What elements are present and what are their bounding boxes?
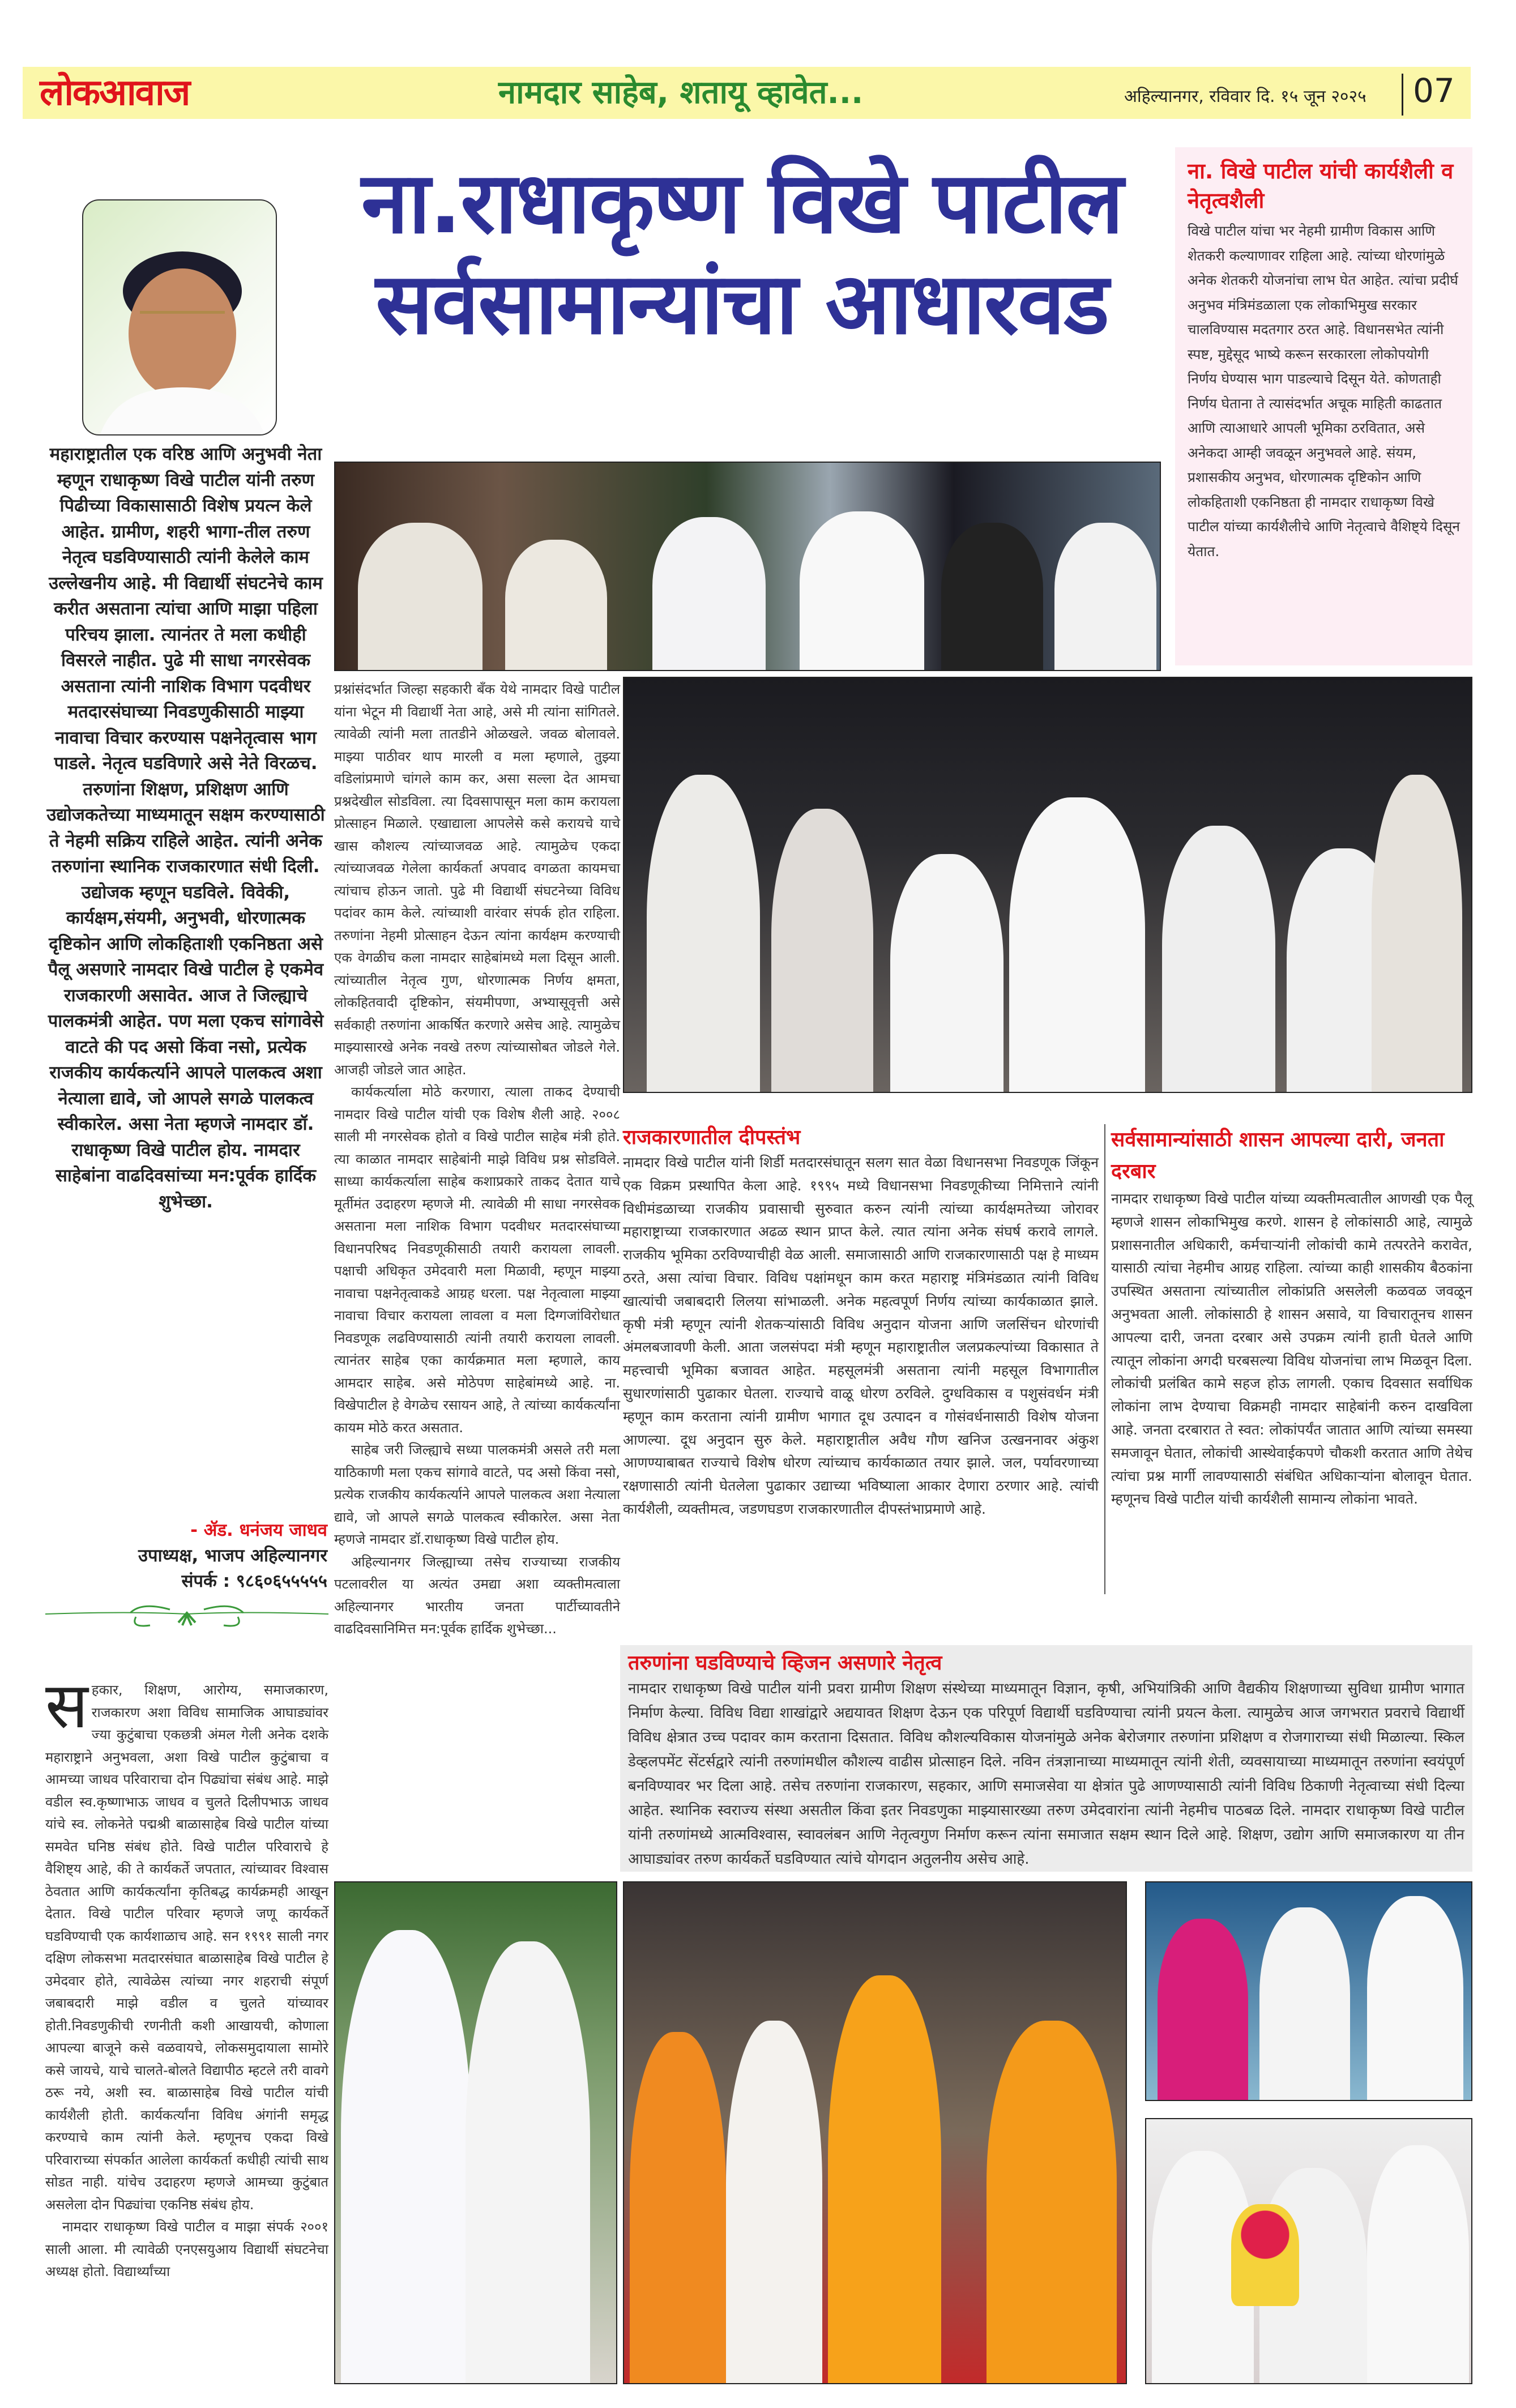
main-headline xyxy=(334,153,1150,355)
sidebar-box-workstyle xyxy=(1175,147,1472,665)
column-divider xyxy=(1104,1124,1105,1594)
section-body-political-beacon: नामदार विखे पाटील यांनी शिर्डी मतदारसंघातून सलग सात वेळा विधानसभा निवडणूक जिंकून एक विक्रम प्रस्थापित केला आहे. १९९५ मध्ये विधानसभा निवडणूकीच्या निमित्ताने त्यांनी विधीमंडळाच्या राजकीय प्रवासाची सुरुवात करुन त्यांनी त्यांच्या कार्यक्षमतेच्या जोरावर महाराष्ट्राच्या राजकारणात अढळ स्थान प्राप्त केले. त्यात त्यांना अनेक संघर्ष करावे लागले. राजकीय भूमिका ठरविण्याचीही वेळ आली. समाजासाठी आणि राजकारणासाठी पक्ष हे माध्यम ठरते, असा त्यांचा विचार. विविध पक्षांमधून काम करत महाराष्ट्र मंत्रिमंडळात त्यांनी विविध खात्यांची जबाबदारी लिलया सांभाळली. अनेक महत्वपूर्ण निर्णय त्यांच्या कार्यकाळात झाले. कृषी मंत्री म्हणून त्यांनी शेतकऱ्यांसाठी विविध अनुदान योजना आणि जलसिंचन धोरणांची अंमलबजावणी केली. आता जलसंपदा मंत्री म्हणून महाराष्ट्रातील जलप्रकल्पांच्या विकासात ते महत्त्वाची भूमिका बजावत आहेत. महसूलमंत्री असताना त्यांनी महसूल विभागातील सुधारणांसाठी पुढाकार घेतला. राज्याचे वाळू धोरण ठरविले. दुग्धविकास व पशुसंवर्धन मंत्री म्हणून काम करताना त्यांनी ग्रामीण भागात दूध उत्पादन व गोसंवर्धनासाठी विशेष योजना आणल्या. दूध अनुदान सुरु केले. महाराष्ट्रातील अवैध गौण खनिज उत्खननावर अंकुश आणण्याबाबत राज्याचे विशेष धोरण त्यांच्याच कार्यकाळात तयार झाले. जल, पर्यावरणाच्या रक्षणासाठी त्यांनी घेतलेला पुढाकार उद्याच्या भविष्याला आकार देणारा ठरणार आहे. त्यांची कार्यशैली, व्यक्तीमत्व, जडणघडण राजकारणातील दीपस्तंभाप्रमाणे आहे. xyxy=(623,1154,1099,1517)
newspaper-logo: लोकआवाज xyxy=(40,72,190,114)
page-number: 07 xyxy=(1413,71,1455,110)
photo-group-event xyxy=(623,677,1472,1093)
author-portrait-photo xyxy=(82,199,277,436)
section-governance xyxy=(1111,1124,1472,1511)
sidebar-box-body: विखे पाटील यांचा भर नेहमी ग्रामीण विकास आणि शेतकरी कल्याणावर राहिला आहे. त्यांच्या धोरणांमुळे अनेक शेतकरी योजनांचा लाभ घेत आहेत. त्यांचा प्रदीर्घ अनुभव मंत्रिमंडळाला एक लोकाभिमुख सरकार चालविण्यास मदतगार ठरत आहे. विधानसभेत त्यांनी स्पष्ट, मुद्देसूद भाष्ये करून सरकारला लोकोपयोगी निर्णय घेण्यास भाग पाडल्याचे दिसून येते. कोणताही निर्णय घेताना ते त्यासंदर्भात अचूक माहिती काढतात आणि त्याआधारे आपली भूमिका ठरवितात, असे अनेकदा आम्ही जवळून अनुभवले आहे. संयम, प्रशासकीय अनुभव, धोरणात्मक दृष्टिकोन आणि लोकहिताशी एकनिष्ठता ही नामदार राधाकृष्ण विखे पाटील यांच्या कार्यशैलीचे आणि नेतृत्वाचे वैशिष्ट्ये दिसून येतात. xyxy=(1188,223,1460,560)
tribute-contact: संपर्क : ९८६०६५५५५५ xyxy=(181,1571,327,1591)
section-title-youth-leadership: तरुणांना घडविण्याचे व्हिजन असणारे नेतृत्व xyxy=(628,1651,942,1675)
drop-cap: स xyxy=(45,1669,88,1743)
article-mid-para-2: कार्यकर्त्याला मोठे करणारा, त्याला ताकद देण्याची नामदार विखे पाटील यांची एक विशेष शैली आहे. २००८ साली मी नगरसेवक होतो व विखे पाटील साहेब मंत्री होते. त्या काळात नामदार साहेबांनी माझे विविध प्रश्न सोडविले. साध्या कार्यकर्त्याला साहेब कशाप्रकारे ताकद देतात याचे मूर्तीमंत उदाहरण म्हणजे मी. त्यावेळी मी साधा नगरसेवक असताना मला नाशिक विभाग पदवीधर मतदारसंघाच्या विधानपरिषद निवडणूकीसाठी तयारी करायला लावली. पक्षाची अधिकृत उमेदवारी मला मिळावी, म्हणून माझ्या नावाचा पक्षनेतृत्वाकडे आग्रह धरला. पक्ष नेतृत्वाला माझ्या नावाचा विचार करायला लावला व मला दिग्गजांविरोधात निवडणूक लढविण्यासाठी त्यांनी तयारी करायला लावली. त्यानंतर साहेब एका कार्यक्रमात मला म्हणाले, काय आमदार साहेब. असे मोठेपण साहेबांमध्ये आहे. ना. विखेपाटील हे वेगळेच रसायन आहे, ते त्यांच्या कार्यकर्त्यांना कायम मोठे करत असतात. xyxy=(334,1084,620,1436)
article-mid-para-1: प्रश्नांसंदर्भात जिल्हा सहकारी बँक येथे नामदार विखे पाटील यांना भेटून मी विद्यार्थी नेता आहे, असे मी त्यांना सांगितले. त्यावेळी त्यांनी मला तातडीने ओळखले. जवळ बोलावले. माझ्या पाठीवर थाप मारली व मला म्हणाले, तुझ्या वडिलांप्रमाणे चांगले काम कर, असा सल्ला देत आमचा प्रश्नदेखील सोडविला. त्या दिवसापासून मला काम करायला प्रोत्साहन मिळाले. एखाद्याला आपलेसे कसे करायचे याचे खास कौशल्य त्यांच्याजवळ आहे. त्यामुळेच एकदा त्यांच्याजवळ गेलेला कार्यकर्ता अपवाद वगळता कायमचा त्यांचाच होऊन जातो. पुढे मी विद्यार्थी संघटनेच्या विविध पदांवर काम केले. त्यांच्याशी वारंवार संपर्क होत राहिला. तरुणांना नेहमी प्रोत्साहन देऊन त्यांना कार्यक्षम करण्याची एक वेगळीच कला नामदार साहेबांमध्ये मला दिसून आली. त्यांच्यातील नेतृत्व गुण, धोरणात्मक निर्णय क्षमता, लोकहितवादी दृष्टिकोन, संयमीपणा, अभ्यासूवृत्ती असे सर्वकाही तरुणांना आकर्षित करणारे असेच आहे. त्यामुळेच माझ्यासारखे अनेक नवखे तरुण त्यांच्यासोबत जोडले गेले. आजही जोडले जात आहेत. xyxy=(334,681,620,1078)
sidebar-box-title: ना. विखे पाटील यांची कार्यशैली व नेतृत्वशैली xyxy=(1188,159,1454,213)
article-body-left-text: हकार, शिक्षण, आरोग्य, समाजकारण, राजकारण अशा विविध सामाजिक आघाड्यांवर ज्या कुटुंबाचा एकछत्री अंमल गेली अनेक दशके महाराष्ट्राने अनुभवला, अशा विखे पाटील कुटुंबाचा व आमच्या जाधव परिवाराचा दोन पिढ्यांचा संबंध आहे. माझे वडील स्व.कृष्णाभाऊ जाधव व चुलते दिलीपभाऊ जाधव यांचे स्व. लोकनेते पद्मश्री बाळासाहेब विखे पाटील यांच्या समवेत घनिष्ठ संबंध होते. विखे पाटील परिवाराचे हे वैशिष्ट्य आहे, की ते कार्यकर्ते जपतात, त्यांच्यावर विश्वास ठेवतात आणि कार्यकर्त्यांना कृतिबद्ध कार्यक्रमही आखून देतात. विखे पाटील परिवार म्हणजे जणू कार्यकर्ते घडविण्याची एक कार्यशाळाच आहे. सन १९९१ साली नगर दक्षिण लोकसभा मतदारसंघात बाळासाहेब विखे पाटील हे उमेदवार होते, त्यावेळेस त्यांच्या नगर शहराची संपूर्ण जबाबदारी माझे वडील व चुलते यांच्यावर होती.निवडणुकीची रणनीती कशी आखायची, कोणाला आपल्या बाजूने कसे वळवायचे, लोकसमुदायाला सामोरे कसे जायचे, याचे चालते-बोलते विद्यापीठ म्हटले तरी वावगे ठरू नये, अशी स्व. बाळासाहेब विखे पाटील यांची कार्यशैली होती. कार्यकर्त्यांना विविध अंगांनी समृद्ध करण्याचे काम त्यांनी केले. म्हणूनच एकदा विखे परिवाराच्या संपर्कात आलेला कार्यकर्ता कधीही त्यांची साथ सोडत नाही. यांचेच उदाहरण म्हणजे आमच्या कुटुंबात असलेला दोन पिढ्यांचा एकनिष्ठ संबंध होय. xyxy=(45,1682,328,2213)
photo-felicitation-event xyxy=(623,1881,1127,2384)
headline-line-1: ना.राधाकृष्ण विखे पाटील xyxy=(361,154,1122,253)
headline-line-2: सर्वसामान्यांचा आधारवड xyxy=(375,255,1108,353)
photo-collage-top xyxy=(334,462,1161,671)
article-mid-para-4: अहिल्यानगर जिल्ह्याच्या तसेच राज्याच्या राजकीय पटलावरील या अत्यंत उमद्या अशा व्यक्तीमत्वाला अहिल्यानगर भारतीय जनता पार्टीच्यावतीने वाढदिवसानिमित्त मन:पूर्वक हार्दिक शुभेच्छा... xyxy=(334,1553,620,1637)
photo-meeting-group xyxy=(1145,1881,1472,2101)
section-body-governance: नामदार राधाकृष्ण विखे पाटील यांच्या व्यक्तीमत्वातील आणखी एक पैलू म्हणजे शासन लोकाभिमुख करणे. शासन हे लोकांसाठी आहे, त्यामुळे प्रशासनातील अधिकारी, कर्मचाऱ्यांनी लोकांची कामे तत्परतेने करावेत, यासाठी त्यांचा नेहमीच आग्रह राहिला. त्यांच्या काही शासकीय बैठकांना उपस्थित असताना त्यांच्यातील लोकांप्रति असलेली कळवळ जवळून अनुभवता आली. लोकांसाठी हे शासन असावे, या विचारातूनच शासन आपल्या दारी, जनता दरबार असे उपक्रम त्यांनी हाती घेतले आणि त्यातून लोकांना अगदी घरबसल्या विविध योजनांचा लाभ मिळवून दिला. लोकांची प्रलंबित कामे सहज होऊ लागली. एकाच दिवसात सर्वाधिक लोकांना लाभ देण्याचा विक्रमही नामदार साहेबांनी करुन दाखविला आहे. जनता दरबारात ते स्वत: लोकांपर्यंत जातात आणि त्यांच्या समस्या समजावून घेतात, लोकांची आस्थेवाईकपणे चौकशी करतात आणि तेथेच त्यांचा प्रश्न मार्गी लावण्यासाठी संबंधित अधिकाऱ्यांना बोलावून घेतात. म्हणूनच विखे पाटील यांची कार्यशैली सामान्य लोकांना भावते. xyxy=(1111,1190,1472,1508)
section-political-beacon xyxy=(623,1124,1099,1521)
tribute-designation: उपाध्यक्ष, भाजप अहिल्यानगर xyxy=(138,1545,327,1566)
article-body-left-2: नामदार राधाकृष्ण विखे पाटील व माझा संपर्क २००१ साली आला. मी त्यावेळी एनएसयुआय विद्यार्थी संघटनेचा अध्यक्ष होतो. विद्यार्थ्यांच्या xyxy=(45,2219,328,2279)
article-mid-para-3: साहेब जरी जिल्ह्याचे सध्या पालकमंत्री असले तरी मला याठिकाणी मला एकच सांगावे वाटते, पद असो किंवा नसो, प्रत्येक राजकीय कार्यकर्त्याने आपले पालकत्व अशा नेत्याला द्यावे, जो आपले सगळे पालकत्व स्वीकारेल. असा नेता म्हणजे नामदार डॉ.राधाकृष्ण विखे पाटील होय. xyxy=(334,1442,620,1547)
section-youth-leadership xyxy=(620,1645,1472,1872)
photo-bouquet-greeting xyxy=(1145,2118,1472,2384)
section-title-political-beacon: राजकारणातील दीपस्तंभ xyxy=(623,1126,801,1149)
tribute-author: - ॲड. धनंजय जाधव xyxy=(190,1520,327,1540)
article-middle-column xyxy=(334,678,620,1641)
section-title-governance: सर्वसामान्यांसाठी शासन आपल्या दारी, जनता दरबार xyxy=(1111,1128,1445,1183)
tribute-text: महाराष्ट्रातील एक वरिष्ठ आणि अनुभवी नेता म्हणून राधाकृष्ण विखे पाटील यांनी तरुण पिढीच्या विकासासाठी विशेष प्रयत्न केले आहेत. ग्रामीण, शहरी भागा-तील तरुण नेतृत्व घडविण्यासाठी त्यांनी केलेले काम उल्लेखनीय आहे. मी विद्यार्थी संघटनेचे काम करीत असताना त्यांचा आणि माझा पहिला परिचय झाला. त्यानंतर ते मला कधीही विसरले नाहीत. पुढे मी साधा नगरसेवक असताना त्यांनी नाशिक विभाग पदवीधर मतदारसंघाच्या निवडणुकीसाठी माझ्या नावाचा विचार करण्यास पक्षनेतृत्वास भाग पाडले. नेतृत्व घडविणारे असे नेते विरळच. तरुणांना शिक्षण, प्रशिक्षण आणि उद्योजकतेच्या माध्यमातून सक्षम करण्यासाठी ते नेहमी सक्रिय राहिले आहेत. त्यांनी अनेक तरुणांना स्थानिक राजकारणात संधी दिली. उद्योजक म्हणून घडविले. विवेकी, कार्यक्षम,संयमी, अनुभवी, धोरणात्मक दृष्टिकोन आणि लोकहिताशी एकनिष्ठता असे पैलू असणारे नामदार विखे पाटील हे एकमेव राजकारणी असावेत. आज ते जिल्ह्याचे पालकमंत्री आहेत. पण मला एकच सांगावेसे वाटते की पद असो किंवा नसो, प्रत्येक राजकीय कार्यकर्त्याने आपले पालकत्व अशा नेत्याला द्यावे, जो आपले सगळे पालकत्व स्वीकारेल. असा नेता म्हणजे नामदार डॉ. राधाकृष्ण विखे पाटील होय. नामदार साहेबांना वाढदिवसांच्या मन:पूर्वक हार्दिक शुभेच्छा. xyxy=(46,444,325,1212)
portrait-person-icon xyxy=(83,200,276,434)
flower-bouquet xyxy=(1231,2204,1299,2306)
page-number-divider xyxy=(1402,74,1403,116)
masthead-slogan: नामदार साहेब, शतायू व्हावेत... xyxy=(498,74,864,111)
article-body-left xyxy=(45,1669,328,2216)
dateline: अहिल्यानगर, रविवार दि. १५ जून २०२५ xyxy=(1124,87,1366,106)
ornament-divider-icon xyxy=(45,1603,328,1637)
photo-walking-leaders xyxy=(334,1881,617,2384)
section-body-youth-leadership: नामदार राधाकृष्ण विखे पाटील यांनी प्रवरा ग्रामीण शिक्षण संस्थेच्या माध्यमातून विज्ञान, कृषी, अभियांत्रिकी आणि वैद्यकीय शिक्षणाच्या सुविधा ग्रामीण भागात निर्माण केल्या. विविध विद्या शाखांद्वारे अद्ययावत शिक्षण देऊन एक परिपूर्ण विद्यार्थी घडविण्याचा त्यांनी प्रयत्न केला. त्यामुळेच आज जगभरात प्रवराचे विद्यार्थी विविध क्षेत्रात उच्च पदावर काम करताना दिसतात. विविध कौशल्यविकास योजनांमुळे अनेक बेरोजगार तरुणांना प्रशिक्षण व रोजगाराच्या संधी मिळाल्या. स्किल डेव्हलपमेंट सेंटर्सद्वारे त्यांनी तरुणांमधील कौशल्य वाढीस प्रोत्साहन दिले. नविन तंत्रज्ञानाच्या माध्यमातून त्यांनी शेती, व्यवसायाच्या माध्यमातून तरुणांना स्वयंपूर्ण बनविण्यावर भर दिला आहे. तसेच तरुणांना राजकारण, सहकार, आणि समाजसेवा या क्षेत्रांत पुढे आणण्यासाठी त्यांनी विविध ठिकाणी नेतृत्वाच्या संधी दिल्या आहेत. स्थानिक स्वराज्य संस्था असतील किंवा इतर निवडणुका माझ्यासारख्या तरुण उमेदवारांना त्यांनी नेहमीच पाठबळ दिले. नामदार राधाकृष्ण विखे पाटील यांनी तरुणांमध्ये आत्मविश्वास, स्वावलंबन आणि नेतृत्वगुण निर्माण करून त्यांना समाजात सक्षम स्थान दिले आहे. शिक्षण, उद्योग आणि समाजकारण या तीन आघाड्यांवर तरुण कार्यकर्ते घडविण्यात त्यांचे योगदान अतुलनीय असेच आहे. xyxy=(628,1680,1464,1868)
article-left-column xyxy=(45,1669,328,2283)
